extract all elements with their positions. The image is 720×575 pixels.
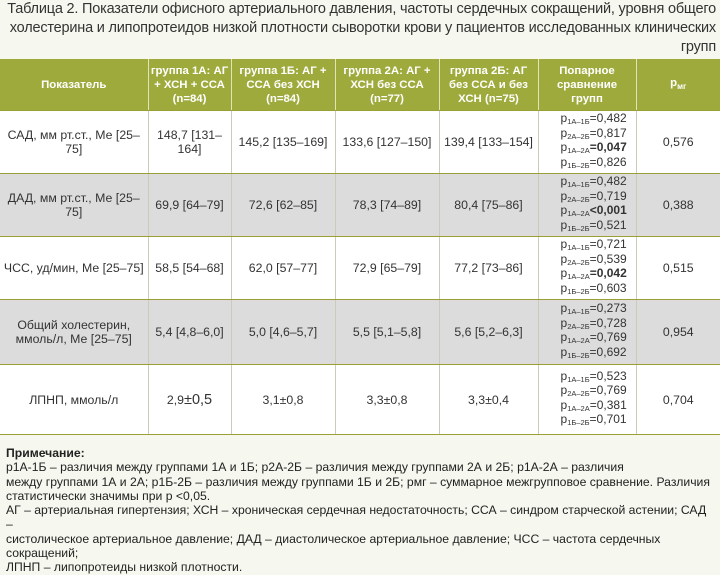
p-line: $p_{2А-2Б}=0,817$ xyxy=(560,125,627,141)
header-group-1b: группа 1Б: АГ + ССА без ХСН (n=84) xyxy=(231,59,335,111)
p-val-significant: <0,001 xyxy=(589,203,627,217)
cell-g1a: 148,7 [131–164] xyxy=(148,111,231,174)
cell-pmg: 0,515 xyxy=(636,237,720,300)
cell-g1b: 72,6 [62–85] xyxy=(231,174,335,237)
cell-g1b xyxy=(231,365,335,435)
p-sub: 1А–1Б xyxy=(567,117,590,126)
cell-pmg: 0,954 xyxy=(636,300,720,365)
cell-g2a: 133,6 [127–150] xyxy=(335,111,439,174)
p-line: $p_{1А-2А}=0,047$ xyxy=(560,140,627,155)
note-line-4: АГ – артериальная гипертензия; ХСН – хроническая сердечная недостаточность; ССА – синдром старческой астении; САД – xyxy=(6,503,707,532)
cell-g1b: 5,0 [4,6–5,7] xyxy=(231,300,335,365)
p-val: =0,769 xyxy=(589,330,627,344)
p-val: =0,539 xyxy=(589,251,627,266)
cell-pairwise xyxy=(538,365,636,435)
cell-g2a: 5,5 [5,1–5,8] xyxy=(335,300,439,365)
cell-pmg: 0,388 xyxy=(636,174,720,237)
p-line: $p_{1А-2А}=0,042$ xyxy=(560,266,627,281)
p-val: =0,482 xyxy=(589,174,627,188)
header-pairwise: Попарное сравнение групп xyxy=(538,59,636,111)
row-indicator: ЧСС, уд/мин, Ме [25–75] xyxy=(0,237,148,300)
p-line: $p_{1А-1Б}=0,482$ xyxy=(560,111,627,126)
cell-g2b-main: 3,3 xyxy=(468,392,486,407)
p-line: $p_{1А-1Б}=0,523$ xyxy=(560,368,627,384)
data-table xyxy=(0,59,720,435)
cell-pmg: 0,576 xyxy=(636,111,720,174)
p-val-significant: =0,042 xyxy=(589,266,627,280)
cell-g1a: 69,9 [64–79] xyxy=(148,174,231,237)
p-val: =0,482 xyxy=(589,111,627,125)
p-sub: 2А–2Б xyxy=(567,389,590,398)
row-indicator: Общий холестерин, ммоль/л, Ме [25–75] xyxy=(0,300,148,365)
p-val: =0,769 xyxy=(589,383,627,397)
cell-g1b: 62,0 [57–77] xyxy=(231,237,335,300)
table-note xyxy=(6,446,716,575)
p-line: $p_{1Б-2Б}=0,692$ xyxy=(560,344,627,360)
p-line: $p_{1Б-2Б}=0,603$ xyxy=(560,280,627,296)
p-line: $p_{1Б-2Б}=0,826$ xyxy=(560,154,627,170)
p-line: $p_{2А-2Б}=0,719$ xyxy=(560,188,627,204)
cell-g2b: 5,6 [5,2–6,3] xyxy=(439,300,538,365)
cell-g1a: 58,5 [54–68] xyxy=(148,237,231,300)
header-pmg xyxy=(636,59,720,111)
note-line-1 xyxy=(6,446,716,475)
header-group-2b: группа 2Б: АГ без ССА и без ХСН (n=75) xyxy=(439,59,538,111)
table-row xyxy=(0,174,720,237)
note-text: р1А-1Б – различия между группами 1А и 1Б; р2А-2Б – различия между группами 2А и 2Б; р1А-2А – различия xyxy=(6,460,624,475)
p-sub: 1А–2А xyxy=(567,336,590,345)
cell-pairwise xyxy=(538,111,636,174)
cell-pairwise xyxy=(538,300,636,365)
cell-g2b-pm: ±0,4 xyxy=(485,392,509,407)
p-sub: 1А–1Б xyxy=(567,180,590,189)
header-pmg-main: p xyxy=(670,76,678,89)
row-indicator: ДАД, мм рт.ст., Ме [25–75] xyxy=(0,174,148,237)
cell-g2a-main: 3,3 xyxy=(366,392,384,407)
p-val: =0,721 xyxy=(589,237,627,251)
header-group-1a: группа 1А: АГ + ХСН + ССА (n=84) xyxy=(148,59,231,111)
header-indicator: Показатель xyxy=(0,59,148,111)
p-sub: 1Б–2Б xyxy=(567,223,590,233)
p-sub: 1Б–2Б xyxy=(567,350,590,360)
table-row xyxy=(0,237,720,300)
p-val: =0,701 xyxy=(589,412,627,426)
p-val-significant: =0,047 xyxy=(589,140,627,154)
cell-g1a: 5,4 [4,8–6,0] xyxy=(148,300,231,365)
cell-g1a-pm: ±0,5 xyxy=(183,391,213,408)
cell-g1b: 145,2 [135–169] xyxy=(231,111,335,174)
p-sub: 1Б–2Б xyxy=(567,286,590,296)
cell-g2a-pm: ±0,8 xyxy=(383,392,408,407)
p-line: $p_{2А-2Б}=0,728$ xyxy=(560,315,627,331)
cell-g2b xyxy=(439,365,538,435)
cell-pairwise xyxy=(538,174,636,237)
p-line: $p_{2А-2Б}=0,769$ xyxy=(560,383,627,398)
cell-g2b: 139,4 [133–154] xyxy=(439,111,538,174)
p-line: $p_{1Б-2Б}=0,521$ xyxy=(560,217,627,233)
p-val: =0,817 xyxy=(589,125,627,140)
p-val: =0,521 xyxy=(589,217,627,232)
header-group-2a: группа 2А: АГ + ХСН без ССА (n=77) xyxy=(335,59,439,111)
table-row xyxy=(0,365,720,435)
cell-g2a xyxy=(335,365,439,435)
table-row xyxy=(0,111,720,174)
p-line: $p_{1А-2А}=0,769$ xyxy=(560,330,627,345)
cell-g1a xyxy=(148,365,231,435)
p-sub: 1А–2А xyxy=(567,146,590,155)
p-sub: 1А–1Б xyxy=(567,374,590,384)
p-sub: 2А–2Б xyxy=(567,194,590,204)
p-sub: 2А–2Б xyxy=(567,131,590,141)
p-val: =0,692 xyxy=(589,344,627,359)
cell-pmg: 0,704 xyxy=(636,365,720,435)
cell-g2a: 78,3 [74–89] xyxy=(335,174,439,237)
p-line: $p_{1А-1Б}=0,721$ xyxy=(560,237,627,252)
header-row xyxy=(0,59,720,111)
cell-g2b: 77,2 [73–86] xyxy=(439,237,538,300)
cell-g2b: 80,4 [75–86] xyxy=(439,174,538,237)
p-val: =0,603 xyxy=(589,280,627,295)
p-sub: 1А–2А xyxy=(567,272,590,281)
cell-g2a: 72,9 [65–79] xyxy=(335,237,439,300)
cell-g1a-main: 2,9 xyxy=(166,392,184,407)
table-title xyxy=(0,0,716,58)
cell-g1b-main: 3,1 xyxy=(262,392,280,407)
title-line-1: Таблица 2. Показатели офисного артериального давления, частоты сердечных сокращений, уровня общего xyxy=(7,1,716,17)
row-indicator: ЛПНП, ммоль/л xyxy=(0,365,148,435)
row-indicator: САД, мм рт.ст., Ме [25–75] xyxy=(0,111,148,174)
p-val: =0,273 xyxy=(589,301,627,315)
header-pmg-sub: мг xyxy=(677,81,687,91)
note-line-5: систолическое артериальное давление; ДАД – диастолическое артериальное давление; ЧСС – частота сердечных сокращений; xyxy=(6,531,661,561)
p-val: =0,826 xyxy=(589,154,627,169)
title-line-2: холестерина и липопротеидов низкой плотности сыворотки крови у пациентов исследованных клинических xyxy=(9,20,716,36)
table-row xyxy=(0,300,720,365)
title-line-3: групп xyxy=(680,39,716,55)
p-sub: 1А–1Б xyxy=(567,243,590,252)
p-line: $p_{2А-2Б}=0,539$ xyxy=(560,251,627,267)
p-sub: 1Б–2Б xyxy=(567,160,590,170)
p-sub: 1А–2А xyxy=(567,403,590,413)
p-sub: 2А–2Б xyxy=(567,257,590,267)
p-sub: 1А–1Б xyxy=(567,307,590,316)
cell-pairwise xyxy=(538,237,636,300)
p-line: $p_{1А-1Б}=0,482$ xyxy=(560,174,627,189)
p-line: $p_{1А-2А}=0,381$ xyxy=(560,397,627,413)
p-val: =0,523 xyxy=(589,368,627,383)
p-val: =0,728 xyxy=(589,315,627,330)
note-label: Примечание: xyxy=(6,446,85,460)
p-line: $p_{1А-2А}<0,001$ xyxy=(560,203,627,218)
p-sub: 1Б–2Б xyxy=(567,418,590,427)
cell-g1b-pm: ±0,8 xyxy=(279,392,304,407)
p-val: =0,719 xyxy=(589,188,627,203)
p-line: $p_{1А-1Б}=0,273$ xyxy=(560,301,627,316)
p-sub: 2А–2Б xyxy=(567,321,590,331)
note-line-2: между группами 1А и 2А; р1Б-2Б – различия между группами 1Б и 2Б; рмг – суммарное межгрупповое сравнение. Различия xyxy=(6,474,710,489)
p-val: =0,381 xyxy=(589,397,627,412)
p-line: $p_{1Б-2Б}=0,701$ xyxy=(560,412,627,427)
note-line-3: статистически значимы при р <0,05. xyxy=(6,488,211,503)
p-sub: 1А–2А xyxy=(567,209,590,218)
note-line-6: ЛПНП – липопротеиды низкой плотности. xyxy=(6,560,243,575)
